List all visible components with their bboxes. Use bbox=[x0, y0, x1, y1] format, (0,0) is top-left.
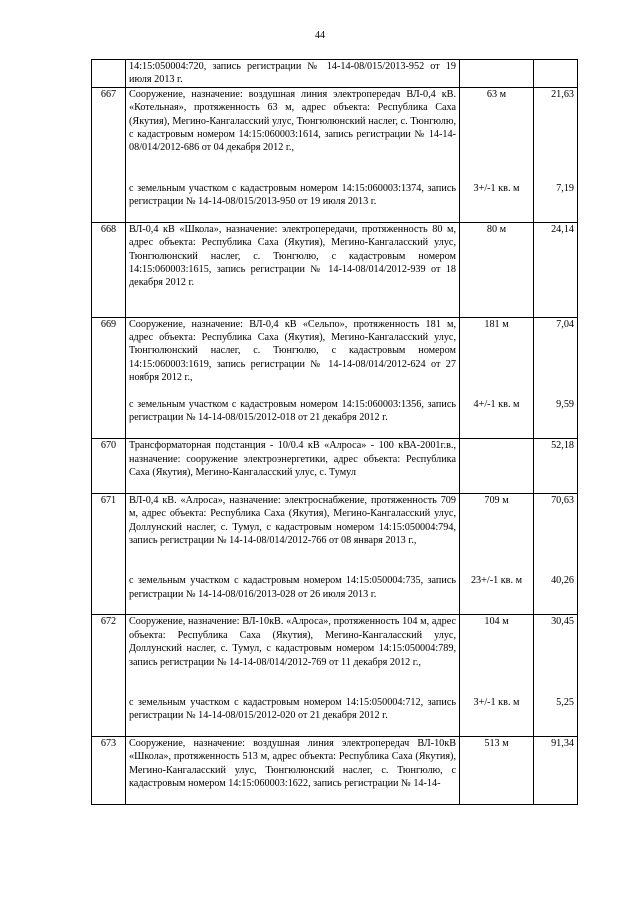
price-cell bbox=[534, 317, 578, 439]
size-cell bbox=[460, 87, 534, 222]
table-row bbox=[92, 60, 578, 88]
description-text: с земельным участком с кадастровым номером 14:15:050004:712, запись регистрации № 14-14-08/015/2012-020 от 21 декабря 2012 г. bbox=[129, 696, 456, 722]
row-number-cell: 672 bbox=[92, 615, 126, 737]
description-text: Трансформаторная подстанция - 10/0.4 кВ «Алроса» - 100 кВА-2001г.в., назначение: сооружение электроэнергетики, адрес объекта: Республика Саха (Якутия), Мегино-Кангаласский улус, с. Тумул bbox=[129, 440, 456, 478]
size-value: 181 м bbox=[484, 318, 509, 330]
price-value: 91,34 bbox=[551, 737, 574, 749]
row-number-cell: 668 bbox=[92, 222, 126, 317]
size-cell bbox=[460, 493, 534, 615]
size-value bbox=[463, 439, 530, 493]
table-row bbox=[92, 317, 578, 439]
price-cell bbox=[534, 493, 578, 615]
register-table-body bbox=[92, 60, 578, 805]
price-cell bbox=[534, 736, 578, 804]
description-text: Сооружение, назначение: ВЛ-0,4 кВ «Сельпо», протяженность 181 м, адрес объекта: Республика Саха (Якутия), Мегино-Кангаласский улус, Тюнгюлюнский наслег, с. Тюнгюлю, с кадастровым номером 14:15:060003:1619, запись регистрации № 14-14-08/014/2012-624 от 27 ноября 2012 г., bbox=[129, 318, 456, 384]
price-cell bbox=[534, 615, 578, 737]
table-row bbox=[92, 736, 578, 804]
size-cell bbox=[460, 736, 534, 804]
row-number-cell bbox=[92, 60, 126, 88]
price-value: 5,25 bbox=[556, 696, 574, 708]
row-number-cell: 667 bbox=[92, 87, 126, 222]
page-number: 44 bbox=[315, 30, 325, 41]
size-value: 63 м bbox=[486, 88, 507, 100]
size-value: 4+/-1 кв. м bbox=[473, 398, 520, 410]
price-value: 7,04 bbox=[556, 318, 574, 330]
price-value: 70,63 bbox=[551, 494, 574, 506]
description-text: ВЛ-0,4 кВ «Школа», назначение: электропередачи, протяженность 80 м, адрес объекта: Республика Саха (Якутия), Мегино-Кангаласский улус, Тюнгюлюнский наслег, с. Тюнгюлю, с кадастровым номером 14:15:060003:1615, запись регистрации № 14-14-08/014/2012-939 от 18 декабря 2012 г. bbox=[129, 223, 456, 289]
size-value: 709 м bbox=[484, 494, 509, 506]
size-value: 513 м bbox=[484, 737, 509, 749]
description-text: с земельным участком с кадастровым номером 14:15:060003:1356, запись регистрации № 14-14-08/015/2012-018 от 21 декабря 2012 г. bbox=[129, 398, 456, 424]
description-text: с земельным участком с кадастровым номером 14:15:060003:1374, запись регистрации № 14-14-08/015/2013-950 от 19 июля 2013 г. bbox=[129, 182, 456, 207]
description-cell bbox=[126, 60, 460, 88]
description-cell bbox=[126, 493, 460, 615]
size-value: 3+/-1 кв. м bbox=[473, 182, 520, 194]
size-cell bbox=[460, 615, 534, 737]
price-value: 30,45 bbox=[551, 616, 574, 628]
price-cell bbox=[534, 222, 578, 317]
property-register-table bbox=[91, 59, 578, 805]
description-text: с земельным участком с кадастровым номером 14:15:050004:735, запись регистрации № 14-14-08/016/2013-028 от 26 июля 2013 г. bbox=[129, 575, 456, 600]
description-cell bbox=[126, 439, 460, 494]
price-cell bbox=[534, 87, 578, 222]
row-number-cell: 670 bbox=[92, 439, 126, 494]
row-number-cell: 671 bbox=[92, 493, 126, 615]
description-cell bbox=[126, 736, 460, 804]
description-cell bbox=[126, 222, 460, 317]
price-value: 52,18 bbox=[551, 440, 574, 452]
price-cell bbox=[534, 60, 578, 88]
price-value: 24,14 bbox=[551, 223, 574, 235]
description-text: Сооружение, назначение: воздушная линия электропередач ВЛ-10кВ «Школа», протяженность 513 м, адрес объекта: Республика Саха (Якутия), Мегино-Кангаласский улус, Тюнгюлюнский наслег, с. Тюнгюлю, с кадастровым номером 14:15:060003:1622, запись регистрации № 14-14- bbox=[129, 737, 456, 790]
size-value: 3+/-1 кв. м bbox=[473, 696, 520, 708]
row-number-cell: 673 bbox=[92, 736, 126, 804]
description-text: Сооружение, назначение: ВЛ-10кВ. «Алроса», протяженность 104 м, адрес объекта: Республика Саха (Якутия), Мегино-Кангаласский улус, Доллунский наслег, с. Тумул, с кадастровым номером 14:15:050004:789, запись регистрации № 14-14-08/014/2012-769 от 11 декабря 2012 г., bbox=[129, 616, 456, 668]
row-number-cell: 669 bbox=[92, 317, 126, 439]
size-cell bbox=[460, 317, 534, 439]
table-row bbox=[92, 615, 578, 737]
table-row bbox=[92, 87, 578, 222]
description-text: 14:15:050004:720, запись регистрации № 14-14-08/015/2013-952 от 19 июля 2013 г. bbox=[129, 61, 456, 86]
size-cell bbox=[460, 222, 534, 317]
price-cell bbox=[534, 439, 578, 494]
table-row bbox=[92, 493, 578, 615]
size-value: 23+/-1 кв. м bbox=[470, 575, 523, 587]
size-value: 80 м bbox=[486, 223, 507, 235]
price-value: 40,26 bbox=[551, 575, 574, 587]
price-value: 21,63 bbox=[551, 88, 574, 100]
price-value bbox=[537, 60, 574, 87]
description-text: Сооружение, назначение: воздушная линия электропередач ВЛ-0,4 кВ. «Котельная», протяженность 63 м, адрес объекта: Республика Саха (Якутия), Мегино-Кангаласский улус, Тюнгюлюнский наслег, с. Тюнгюлю, с кадастровым номером 14:15:060003:1614, запись регистрации № 14-14-08/014/2012-686 от 04 декабря 2012 г., bbox=[129, 88, 456, 154]
size-value: 104 м bbox=[484, 616, 509, 628]
size-value bbox=[463, 60, 530, 87]
description-cell bbox=[126, 87, 460, 222]
description-text: ВЛ-0,4 кВ. «Алроса», назначение: электроснабжение, протяженность 709 м, адрес объекта: Республика Саха (Якутия), Мегино-Кангаласский улус, Доллунский наслег, с. Тумул, с кадастровым номером 14:15:050004:794, запись регистрации № 14-14-08/014/2012-766 от 08 января 2013 г., bbox=[129, 494, 456, 546]
description-cell bbox=[126, 317, 460, 439]
table-row bbox=[92, 439, 578, 494]
size-cell bbox=[460, 439, 534, 494]
price-value: 9,59 bbox=[556, 398, 574, 410]
table-row bbox=[92, 222, 578, 317]
size-cell bbox=[460, 60, 534, 88]
price-value: 7,19 bbox=[556, 182, 574, 194]
description-cell bbox=[126, 615, 460, 737]
